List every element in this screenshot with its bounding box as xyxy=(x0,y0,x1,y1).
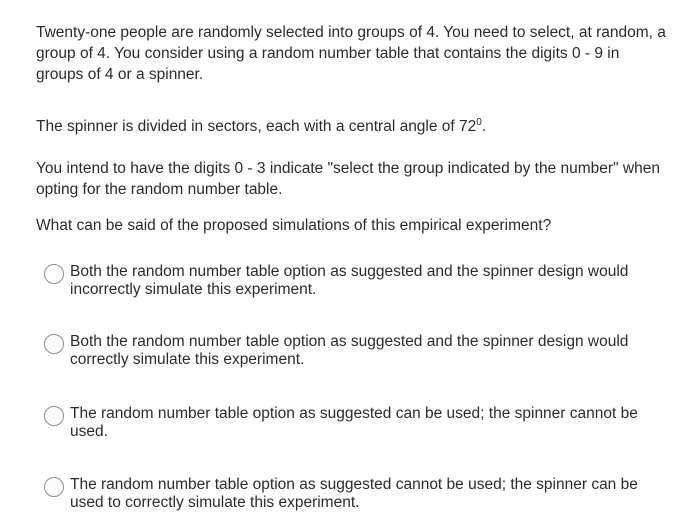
spinner-text: The spinner is divided in sectors, each with a central angle of 72 xyxy=(36,118,477,135)
degree-superscript: 0 xyxy=(476,116,482,128)
answer-option-1-label: Both the random number table option as suggested and the spinner design would incorrectly simulate this experiment. xyxy=(70,263,629,298)
answer-option-1[interactable] xyxy=(44,263,654,299)
radio-button-4[interactable] xyxy=(44,477,64,497)
answer-option-3-label: The random number table option as suggested can be used; the spinner cannot be used. xyxy=(70,405,638,440)
answer-option-4-label: The random number table option as suggested cannot be used; the spinner can be used to correctly simulate this experiment. xyxy=(70,476,638,511)
question-prompt: What can be said of the proposed simulations of this empirical experiment? xyxy=(36,217,552,234)
answer-option-4[interactable] xyxy=(44,476,654,512)
answer-option-3[interactable] xyxy=(44,405,654,441)
radio-button-1[interactable] xyxy=(44,264,64,284)
question-paragraph-setup: Twenty-one people are randomly selected into groups of 4. You need to select, at random, a group of 4. You consider using a random number table that contains the digits 0 - 9 in groups of 4 or a spinner. xyxy=(36,24,666,83)
spinner-text-end: . xyxy=(481,118,487,135)
answer-option-2[interactable] xyxy=(44,333,654,369)
question-paragraph-table: You intend to have the digits 0 - 3 indicate "select the group indicated by the number" when opting for the random number table. xyxy=(36,160,660,198)
radio-button-2[interactable] xyxy=(44,334,64,354)
radio-button-3[interactable] xyxy=(44,406,64,426)
answer-option-2-label: Both the random number table option as suggested and the spinner design would correctly simulate this experiment. xyxy=(70,333,629,368)
question-paragraph-spinner xyxy=(36,116,666,137)
